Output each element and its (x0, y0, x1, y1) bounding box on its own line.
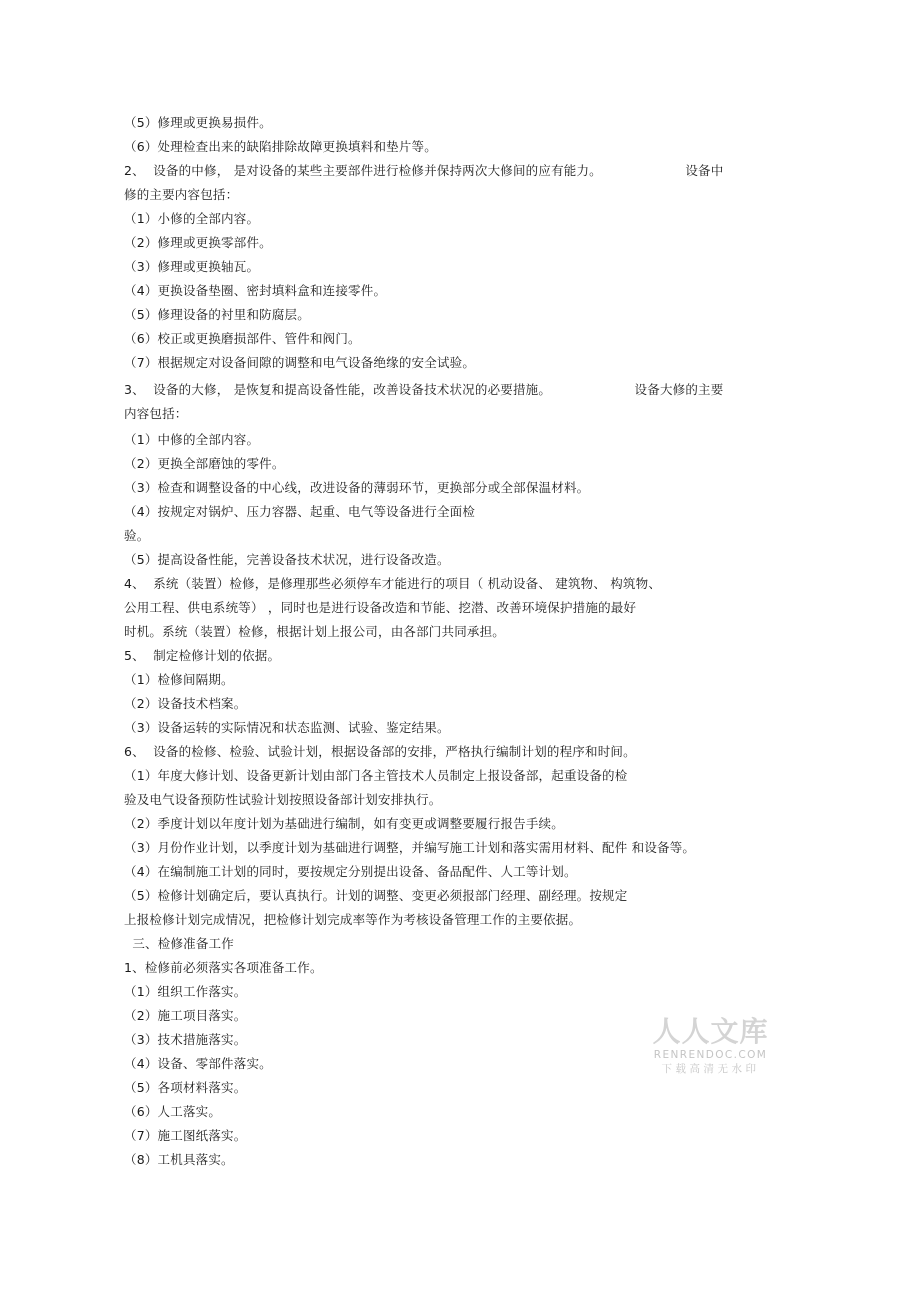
section-heading-4: 4、 系统（装置）检修，是修理那些必须停车才能进行的项目（ 机动设备、 建筑物、 构筑物、 (124, 576, 662, 591)
text-line: （5）提高设备性能，完善设备技术状况，进行设备改造。 (124, 552, 450, 567)
text-line: （4）更换设备垫圈、密封填料盒和连接零件。 (124, 283, 387, 298)
text-line: （6）校正或更换磨损部件、管件和阀门。 (124, 331, 361, 346)
watermark-logo: 人人文库 (652, 1015, 769, 1048)
text-line: （2）修理或更换零部件。 (124, 235, 272, 250)
text-line: （2）施工项目落实。 (124, 1008, 247, 1023)
text-line: （3）修理或更换轴瓦。 (124, 259, 260, 274)
text-line: 验。 (124, 528, 150, 543)
text-line: （2）更换全部磨蚀的零件。 (124, 456, 285, 471)
text-line: （7）根据规定对设备间隙的调整和电气设备绝缘的安全试验。 (124, 355, 476, 370)
text-line: 内容包括： (124, 406, 188, 421)
section-heading-1: 1、检修前必须落实各项准备工作。 (124, 960, 323, 975)
watermark-domain: RENRENDOC.COM (653, 1049, 768, 1061)
section-heading-6: 6、 设备的检修、检验、试验计划，根据设备部的安排，严格执行编制计划的程序和时间。 (124, 744, 636, 759)
text-line: （1）检修间隔期。 (124, 672, 234, 687)
watermark-tagline: 下载高清无水印 (661, 1063, 760, 1075)
watermark (648, 1016, 773, 1077)
text-line: （4）按规定对锅炉、压力容器、起重、电气等设备进行全面检 (124, 504, 476, 519)
chapter-heading: 三、检修准备工作 (124, 936, 234, 951)
text-line: （6）人工落实。 (124, 1104, 222, 1119)
text-line: （3）技术措施落实。 (124, 1032, 247, 1047)
text-line: 验及电气设备预防性试验计划按照设备部计划安排执行。 (124, 792, 442, 807)
text-line: 修的主要内容包括： (124, 187, 239, 202)
text-line: （1）年度大修计划、设备更新计划由部门各主管技术人员制定上报设备部，起重设备的检 (124, 768, 628, 783)
text-line: （5）修理或更换易损件。 (124, 115, 272, 130)
text-line: 上报检修计划完成情况，把检修计划完成率等作为考核设备管理工作的主要依据。 (124, 912, 582, 927)
text-line: （3）设备运转的实际情况和状态监测、试验、鉴定结果。 (124, 720, 450, 735)
text-line: （1）组织工作落实。 (124, 984, 247, 999)
text-line: （2）设备技术档案。 (124, 696, 247, 711)
text-line: （1）中修的全部内容。 (124, 432, 260, 447)
text-line: 时机。系统（装置）检修，根据计划上报公司，由各部门共同承担。 (124, 624, 506, 639)
text-line: （2）季度计划以年度计划为基础进行编制，如有变更或调整要履行报告手续。 (124, 816, 564, 831)
text-line: （1）小修的全部内容。 (124, 211, 260, 226)
text-line: （5）修理设备的衬里和防腐层。 (124, 307, 310, 322)
section-heading-2: 2、 设备的中修， 是对设备的某些主要部件进行检修并保持两次大修间的应有能力。 设备中 (124, 163, 724, 178)
text-line: （4）设备、零部件落实。 (124, 1056, 272, 1071)
text-line: （5）检修计划确定后，要认真执行。计划的调整、变更必须报部门经理、副经理。按规定 (124, 888, 628, 903)
text-line: （3）月份作业计划，以季度计划为基础进行调整，并编写施工计划和落实需用材料、配件 和设备等。 (124, 840, 696, 855)
text-line: （4）在编制施工计划的同时，要按规定分别提出设备、备品配件、人工等计划。 (124, 864, 577, 879)
section-heading-5: 5、 制定检修计划的依据。 (124, 648, 281, 663)
text-line: （8）工机具落实。 (124, 1152, 234, 1167)
text-line: （3）检查和调整设备的中心线，改进设备的薄弱环节，更换部分或全部保温材料。 (124, 480, 590, 495)
text-line: （7）施工图纸落实。 (124, 1128, 247, 1143)
text-line: （5）各项材料落实。 (124, 1080, 247, 1095)
text-line: 公用工程、供电系统等） ，同时也是进行设备改造和节能、挖潜、改善环境保护措施的最好 (124, 600, 637, 615)
section-heading-3: 3、 设备的大修， 是恢复和提高设备性能，改善设备技术状况的必要措施。 设备大修的主要 (124, 382, 724, 397)
text-line: （6）处理检查出来的缺陷排除故障更换填料和垫片等。 (124, 139, 437, 154)
